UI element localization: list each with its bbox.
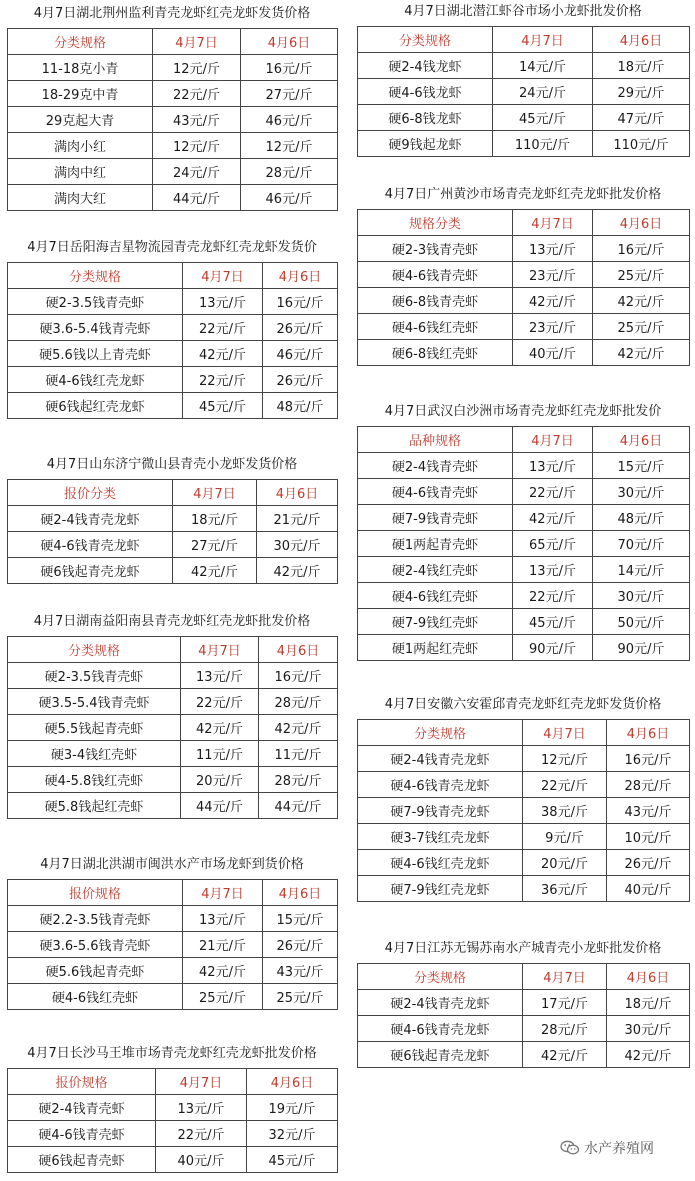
table-row — [358, 583, 690, 609]
price-cell: 15元/斤 — [593, 453, 690, 479]
price-cell: 25元/斤 — [183, 984, 263, 1010]
price-cell: 44元/斤 — [153, 185, 241, 211]
column-header: 报价分类 — [8, 480, 173, 506]
spec-cell: 满肉大红 — [8, 185, 153, 211]
price-cell: 13元/斤 — [181, 663, 259, 689]
price-cell: 42元/斤 — [257, 558, 338, 584]
price-cell: 30元/斤 — [593, 583, 690, 609]
price-cell: 26元/斤 — [263, 932, 338, 958]
table-row — [358, 131, 690, 157]
column-header: 报价规格 — [8, 1069, 156, 1095]
price-cell: 25元/斤 — [593, 262, 690, 288]
spec-cell: 硬4-6钱红壳虾 — [358, 583, 513, 609]
table-row — [358, 772, 690, 798]
spec-cell: 硬6-8钱龙虾 — [358, 105, 493, 131]
price-cell: 16元/斤 — [593, 236, 690, 262]
table-row — [358, 609, 690, 635]
price-cell: 45元/斤 — [493, 105, 593, 131]
spec-cell: 硬4-6钱红壳龙虾 — [358, 850, 523, 876]
column-header: 品种规格 — [358, 427, 513, 453]
price-cell: 10元/斤 — [607, 824, 690, 850]
table-row — [358, 262, 690, 288]
price-cell: 12元/斤 — [153, 55, 241, 81]
table-row — [358, 746, 690, 772]
spec-cell: 硬2.2-3.5钱青壳虾 — [8, 906, 183, 932]
column-header: 4月6日 — [257, 480, 338, 506]
spec-cell: 硬7-9钱青壳虾 — [358, 505, 513, 531]
table-row — [8, 289, 338, 315]
column-header: 4月6日 — [263, 880, 338, 906]
price-cell: 42元/斤 — [513, 288, 593, 314]
table-row — [8, 133, 338, 159]
spec-cell: 硬1两起青壳虾 — [358, 531, 513, 557]
price-cell: 42元/斤 — [183, 958, 263, 984]
table-row — [358, 1016, 690, 1042]
spec-cell: 硬6-8钱青壳虾 — [358, 288, 513, 314]
table-row — [8, 532, 338, 558]
column-header: 规格分类 — [358, 210, 513, 236]
spec-cell: 硬2-4钱青壳龙虾 — [358, 746, 523, 772]
table-header-row — [358, 964, 690, 990]
spec-cell: 硬2-4钱龙虾 — [358, 53, 493, 79]
price-cell: 42元/斤 — [607, 1042, 690, 1068]
table-row — [358, 990, 690, 1016]
column-header: 4月6日 — [241, 29, 338, 55]
price-cell: 20元/斤 — [523, 850, 607, 876]
table-row — [8, 315, 338, 341]
spec-cell: 硬5.6钱以上青壳虾 — [8, 341, 183, 367]
spec-cell: 硬2-3.5钱青壳虾 — [8, 663, 181, 689]
table-header-row — [8, 880, 338, 906]
table-row — [8, 393, 338, 419]
price-table — [7, 479, 338, 584]
watermark-text: 水产养殖网 — [584, 1141, 654, 1157]
price-cell: 13元/斤 — [513, 557, 593, 583]
price-cell: 26元/斤 — [263, 367, 338, 393]
price-cell: 22元/斤 — [181, 689, 259, 715]
price-cell: 45元/斤 — [183, 393, 263, 419]
table-row — [358, 105, 690, 131]
price-cell: 28元/斤 — [241, 159, 338, 185]
spec-cell: 硬4-6钱红壳龙虾 — [8, 367, 183, 393]
price-cell: 70元/斤 — [593, 531, 690, 557]
price-cell: 28元/斤 — [259, 767, 338, 793]
spec-cell: 硬9钱起龙虾 — [358, 131, 493, 157]
price-cell: 90元/斤 — [593, 635, 690, 661]
price-cell: 18元/斤 — [607, 990, 690, 1016]
spec-cell: 硬4-6钱青壳龙虾 — [8, 532, 173, 558]
price-cell: 43元/斤 — [607, 798, 690, 824]
price-cell: 42元/斤 — [513, 505, 593, 531]
price-cell: 42元/斤 — [523, 1042, 607, 1068]
spec-cell: 硬6钱起青壳龙虾 — [358, 1042, 523, 1068]
block-title: 4月7日湖北潜江虾谷市场小龙虾批发价格 — [404, 4, 642, 19]
price-cell: 13元/斤 — [513, 236, 593, 262]
price-cell: 38元/斤 — [523, 798, 607, 824]
price-cell: 16元/斤 — [259, 663, 338, 689]
price-table — [7, 1068, 338, 1173]
column-header: 4月7日 — [523, 964, 607, 990]
price-block-yueyang — [7, 240, 337, 419]
price-cell: 110元/斤 — [493, 131, 593, 157]
price-cell: 22元/斤 — [513, 583, 593, 609]
price-cell: 17元/斤 — [523, 990, 607, 1016]
table-row — [358, 505, 690, 531]
column-header: 分类规格 — [358, 964, 523, 990]
spec-cell: 硬2-4钱青壳虾 — [358, 453, 513, 479]
spec-cell: 硬4-6钱青壳龙虾 — [358, 1016, 523, 1042]
column-header: 4月7日 — [493, 27, 593, 53]
price-cell: 47元/斤 — [593, 105, 690, 131]
price-cell: 22元/斤 — [153, 81, 241, 107]
price-cell: 110元/斤 — [593, 131, 690, 157]
block-title: 4月7日安徽六安霍邱青壳龙虾红壳龙虾发货价格 — [384, 697, 662, 712]
price-cell: 16元/斤 — [263, 289, 338, 315]
spec-cell: 硬1两起红壳虾 — [358, 635, 513, 661]
table-row — [358, 314, 690, 340]
spec-cell: 硬5.6钱起青壳虾 — [8, 958, 183, 984]
table-row — [8, 107, 338, 133]
price-cell: 12元/斤 — [153, 133, 241, 159]
table-row — [358, 850, 690, 876]
table-row — [358, 824, 690, 850]
table-row — [358, 340, 690, 366]
table-header-row — [358, 720, 690, 746]
table-row — [358, 53, 690, 79]
price-cell: 11元/斤 — [259, 741, 338, 767]
block-title: 4月7日湖北荆州监利青壳龙虾红壳龙虾发货价格 — [33, 6, 311, 21]
price-cell: 22元/斤 — [183, 315, 263, 341]
price-cell: 43元/斤 — [153, 107, 241, 133]
price-cell: 22元/斤 — [523, 772, 607, 798]
price-block-baishazhou — [357, 404, 689, 661]
column-header: 4月7日 — [173, 480, 257, 506]
table-row — [8, 984, 338, 1010]
column-header: 4月6日 — [607, 720, 690, 746]
table-header-row — [8, 29, 338, 55]
spec-cell: 硬7-9钱红壳虾 — [358, 609, 513, 635]
price-table — [7, 262, 338, 419]
price-cell: 25元/斤 — [263, 984, 338, 1010]
price-table — [357, 26, 690, 157]
price-cell: 36元/斤 — [523, 876, 607, 902]
column-header: 4月7日 — [183, 880, 263, 906]
column-header: 报价规格 — [8, 880, 183, 906]
block-title: 4月7日江苏无锡苏南水产城青壳小龙虾批发价格 — [384, 941, 662, 956]
spec-cell: 满肉中红 — [8, 159, 153, 185]
table-row — [358, 531, 690, 557]
table-row — [358, 453, 690, 479]
price-cell: 42元/斤 — [593, 288, 690, 314]
table-row — [358, 1042, 690, 1068]
price-cell: 25元/斤 — [593, 314, 690, 340]
table-row — [8, 159, 338, 185]
spec-cell: 满肉小红 — [8, 133, 153, 159]
price-block-qianjiang — [357, 4, 689, 157]
price-cell: 90元/斤 — [513, 635, 593, 661]
table-row — [358, 557, 690, 583]
price-cell: 44元/斤 — [181, 793, 259, 819]
price-cell: 28元/斤 — [523, 1016, 607, 1042]
spec-cell: 18-29克中青 — [8, 81, 153, 107]
price-cell: 18元/斤 — [593, 53, 690, 79]
block-title: 4月7日长沙马王堆市场青壳龙虾红壳龙虾批发价格 — [27, 1046, 317, 1061]
table-row — [8, 958, 338, 984]
price-cell: 16元/斤 — [241, 55, 338, 81]
spec-cell: 硬4-6钱红壳虾 — [358, 314, 513, 340]
price-cell: 13元/斤 — [156, 1095, 247, 1121]
wechat-icon — [560, 1140, 580, 1156]
spec-cell: 硬2-4钱青壳龙虾 — [358, 990, 523, 1016]
table-row — [358, 876, 690, 902]
column-header: 4月7日 — [181, 637, 259, 663]
price-cell: 12元/斤 — [523, 746, 607, 772]
column-header: 4月6日 — [607, 964, 690, 990]
table-header-row — [358, 27, 690, 53]
price-cell: 44元/斤 — [259, 793, 338, 819]
column-header: 4月7日 — [523, 720, 607, 746]
price-cell: 42元/斤 — [593, 340, 690, 366]
price-table — [357, 719, 690, 902]
block-title: 4月7日山东济宁微山县青壳小龙虾发货价格 — [46, 457, 298, 472]
spec-cell: 硬2-3.5钱青壳虾 — [8, 289, 183, 315]
block-title: 4月7日湖南益阳南县青壳龙虾红壳龙虾批发价格 — [33, 614, 311, 629]
table-header-row — [8, 637, 338, 663]
table-row — [8, 506, 338, 532]
table-row — [8, 715, 338, 741]
column-header: 分类规格 — [8, 637, 181, 663]
column-header: 4月7日 — [183, 263, 263, 289]
block-title: 4月7日岳阳海吉星物流园青壳龙虾红壳龙虾发货价 — [27, 240, 317, 255]
spec-cell: 硬5.8钱起红壳虾 — [8, 793, 181, 819]
spec-cell: 硬3.6-5.6钱青壳虾 — [8, 932, 183, 958]
spec-cell: 硬6钱起红壳龙虾 — [8, 393, 183, 419]
spec-cell: 硬5.5钱起青壳虾 — [8, 715, 181, 741]
table-header-row — [8, 1069, 338, 1095]
price-block-honghu — [7, 857, 337, 1010]
table-row — [8, 1121, 338, 1147]
price-cell: 21元/斤 — [183, 932, 263, 958]
price-cell: 16元/斤 — [607, 746, 690, 772]
price-cell: 27元/斤 — [173, 532, 257, 558]
price-cell: 28元/斤 — [607, 772, 690, 798]
price-cell: 42元/斤 — [181, 715, 259, 741]
price-cell: 42元/斤 — [173, 558, 257, 584]
column-header: 分类规格 — [358, 27, 493, 53]
price-cell: 14元/斤 — [593, 557, 690, 583]
table-row — [8, 663, 338, 689]
spec-cell: 硬3.5-5.4钱青壳虾 — [8, 689, 181, 715]
spec-cell: 硬6-8钱红壳虾 — [358, 340, 513, 366]
spec-cell: 硬6钱起青壳虾 — [8, 1147, 156, 1173]
spec-cell: 硬6钱起青壳龙虾 — [8, 558, 173, 584]
table-row — [8, 558, 338, 584]
price-table — [357, 209, 690, 366]
spec-cell: 硬4-6钱龙虾 — [358, 79, 493, 105]
column-header: 4月7日 — [156, 1069, 247, 1095]
price-cell: 9元/斤 — [523, 824, 607, 850]
column-header: 4月6日 — [247, 1069, 338, 1095]
spec-cell: 硬4-6钱青壳虾 — [358, 262, 513, 288]
column-header: 4月6日 — [593, 210, 690, 236]
spec-cell: 硬3.6-5.4钱青壳虾 — [8, 315, 183, 341]
column-header: 分类规格 — [8, 263, 183, 289]
column-header: 4月6日 — [259, 637, 338, 663]
table-row — [8, 81, 338, 107]
price-cell: 30元/斤 — [607, 1016, 690, 1042]
table-row — [358, 79, 690, 105]
table-header-row — [358, 427, 690, 453]
price-cell: 15元/斤 — [263, 906, 338, 932]
price-cell: 46元/斤 — [241, 107, 338, 133]
block-title: 4月7日广州黄沙市场青壳龙虾红壳龙虾批发价格 — [384, 187, 662, 202]
price-table — [357, 426, 690, 661]
table-row — [8, 793, 338, 819]
watermark — [560, 1138, 654, 1158]
table-row — [8, 341, 338, 367]
price-table — [7, 879, 338, 1010]
spec-cell: 硬4-6钱青壳虾 — [8, 1121, 156, 1147]
price-block-huoqiu — [357, 697, 689, 902]
price-table — [7, 636, 338, 819]
price-cell: 11元/斤 — [181, 741, 259, 767]
table-row — [8, 185, 338, 211]
column-header: 分类规格 — [8, 29, 153, 55]
spec-cell: 硬4-6钱青壳虾 — [358, 479, 513, 505]
price-cell: 29元/斤 — [593, 79, 690, 105]
table-header-row — [358, 210, 690, 236]
price-cell: 48元/斤 — [593, 505, 690, 531]
price-block-wuxi — [357, 941, 689, 1068]
price-cell: 28元/斤 — [259, 689, 338, 715]
spec-cell: 29克起大青 — [8, 107, 153, 133]
block-title: 4月7日武汉白沙洲市场青壳龙虾红壳龙虾批发价 — [384, 404, 662, 419]
price-cell: 19元/斤 — [247, 1095, 338, 1121]
price-cell: 40元/斤 — [156, 1147, 247, 1173]
column-header: 4月6日 — [263, 263, 338, 289]
price-cell: 27元/斤 — [241, 81, 338, 107]
price-cell: 46元/斤 — [263, 341, 338, 367]
spec-cell: 硬4-6钱红壳虾 — [8, 984, 183, 1010]
spec-cell: 硬3-4钱红壳虾 — [8, 741, 181, 767]
price-cell: 46元/斤 — [241, 185, 338, 211]
price-cell: 30元/斤 — [593, 479, 690, 505]
block-title: 4月7日湖北洪湖市闽洪水产市场龙虾到货价格 — [40, 857, 304, 872]
table-row — [8, 1095, 338, 1121]
price-cell: 23元/斤 — [513, 262, 593, 288]
table-row — [8, 741, 338, 767]
price-cell: 13元/斤 — [183, 906, 263, 932]
price-cell: 42元/斤 — [183, 341, 263, 367]
table-row — [8, 767, 338, 793]
price-cell: 14元/斤 — [493, 53, 593, 79]
table-header-row — [8, 263, 338, 289]
price-cell: 26元/斤 — [263, 315, 338, 341]
spec-cell: 硬3-7钱红壳龙虾 — [358, 824, 523, 850]
price-cell: 22元/斤 — [156, 1121, 247, 1147]
spec-cell: 硬7-9钱青壳龙虾 — [358, 798, 523, 824]
spec-cell: 硬2-4钱青壳虾 — [8, 1095, 156, 1121]
spec-cell: 硬2-3钱青壳虾 — [358, 236, 513, 262]
price-table — [357, 963, 690, 1068]
column-header: 4月6日 — [593, 427, 690, 453]
column-header: 4月7日 — [513, 427, 593, 453]
price-block-weishan — [7, 457, 337, 584]
table-row — [8, 932, 338, 958]
price-cell: 26元/斤 — [607, 850, 690, 876]
table-row — [8, 906, 338, 932]
price-cell: 24元/斤 — [493, 79, 593, 105]
spec-cell: 硬7-9钱红壳龙虾 — [358, 876, 523, 902]
price-block-jingzhou — [7, 6, 337, 211]
price-cell: 65元/斤 — [513, 531, 593, 557]
price-cell: 21元/斤 — [257, 506, 338, 532]
price-cell: 20元/斤 — [181, 767, 259, 793]
spec-cell: 11-18克小青 — [8, 55, 153, 81]
price-cell: 24元/斤 — [153, 159, 241, 185]
table-row — [8, 1147, 338, 1173]
price-cell: 18元/斤 — [173, 506, 257, 532]
price-table — [7, 28, 338, 211]
spec-cell: 硬2-4钱青壳龙虾 — [8, 506, 173, 532]
table-row — [358, 236, 690, 262]
price-cell: 13元/斤 — [183, 289, 263, 315]
table-row — [8, 367, 338, 393]
spec-cell: 硬2-4钱红壳虾 — [358, 557, 513, 583]
price-cell: 23元/斤 — [513, 314, 593, 340]
spec-cell: 硬4-5.8钱红壳虾 — [8, 767, 181, 793]
price-cell: 42元/斤 — [259, 715, 338, 741]
table-header-row — [8, 480, 338, 506]
table-row — [8, 689, 338, 715]
price-cell: 30元/斤 — [257, 532, 338, 558]
price-cell: 40元/斤 — [513, 340, 593, 366]
column-header: 4月6日 — [593, 27, 690, 53]
price-block-mawangdui — [7, 1046, 337, 1173]
column-header: 分类规格 — [358, 720, 523, 746]
price-cell: 48元/斤 — [263, 393, 338, 419]
column-header: 4月7日 — [153, 29, 241, 55]
price-cell: 12元/斤 — [241, 133, 338, 159]
column-header: 4月7日 — [513, 210, 593, 236]
price-cell: 40元/斤 — [607, 876, 690, 902]
table-row — [358, 798, 690, 824]
price-cell: 13元/斤 — [513, 453, 593, 479]
table-row — [358, 635, 690, 661]
price-block-huangsha — [357, 187, 689, 366]
price-cell: 45元/斤 — [247, 1147, 338, 1173]
price-cell: 22元/斤 — [183, 367, 263, 393]
spec-cell: 硬4-6钱青壳龙虾 — [358, 772, 523, 798]
price-cell: 22元/斤 — [513, 479, 593, 505]
price-cell: 43元/斤 — [263, 958, 338, 984]
price-cell: 32元/斤 — [247, 1121, 338, 1147]
price-cell: 45元/斤 — [513, 609, 593, 635]
table-row — [8, 55, 338, 81]
table-row — [358, 288, 690, 314]
table-row — [358, 479, 690, 505]
price-cell: 50元/斤 — [593, 609, 690, 635]
price-block-nanxian — [7, 614, 337, 819]
